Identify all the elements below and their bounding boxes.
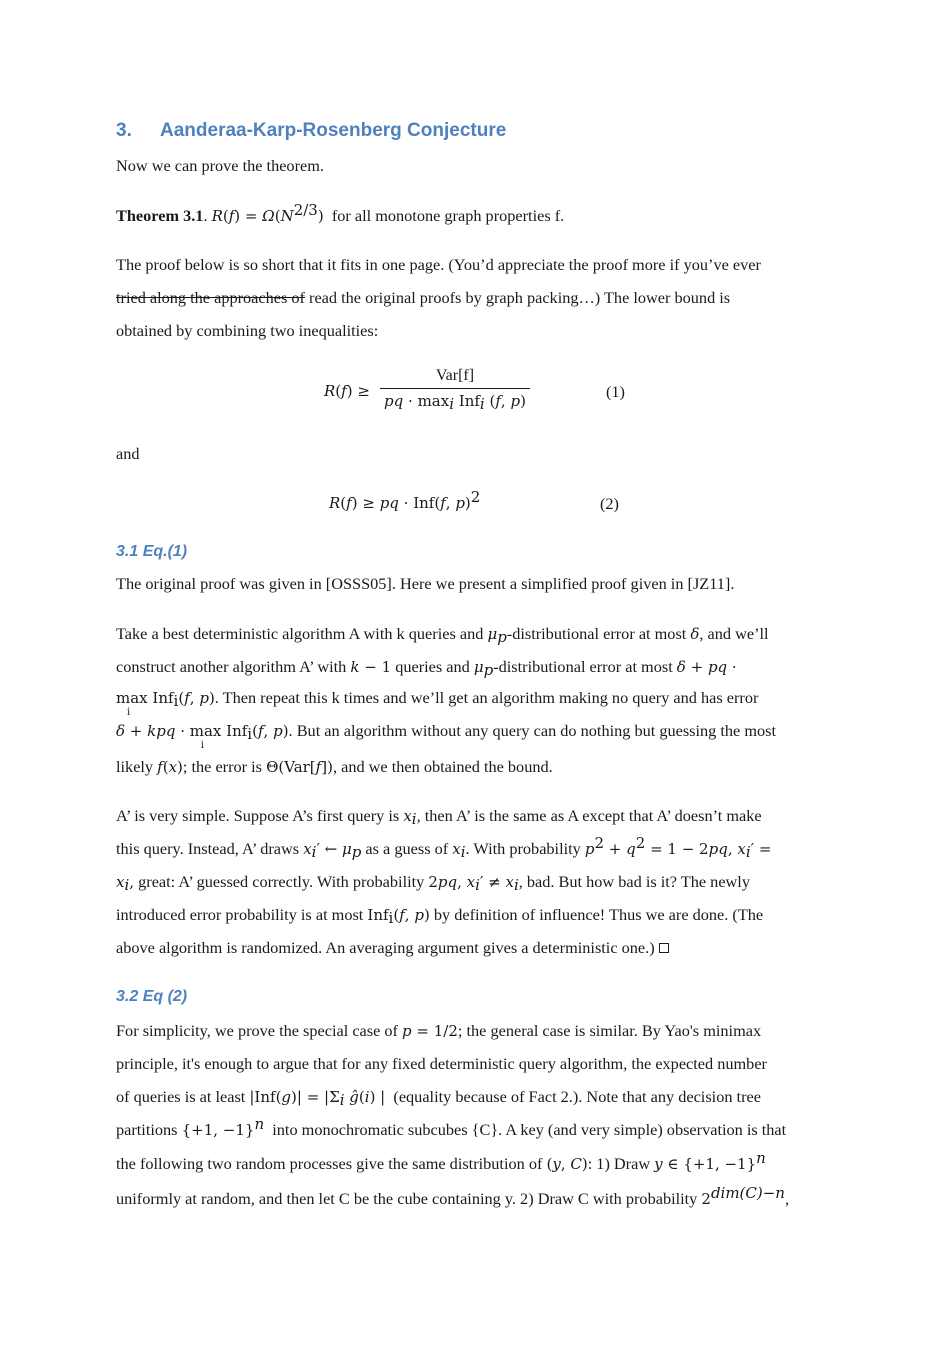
p32-line5: the following two random processes give the same distribution of (y, C): 1) Draw y ∈ {+1, −1}$^n$ — [116, 1149, 766, 1173]
p31c-line5: above algorithm is randomized. An averaging argument gives a deterministic one.) — [116, 938, 669, 958]
p31b-line3: max i Inf$_i$(f, p). Then repeat this k times and we’ll get an algorithm making no query and has error — [116, 688, 759, 718]
theorem-3-1: Theorem 3.1. $R(f) = \Omega(N^{2/3})$ for all monotone graph properties f. — [116, 201, 565, 225]
para1-line1: The proof below is so short that it fits in one page. (You’d appreciate the proof more if you’ve ever — [116, 255, 761, 274]
theorem-label: Theorem 3.1 — [116, 206, 204, 225]
para1-line3: obtained by combining two inequalities: — [116, 321, 379, 340]
p31b-line1: Take a best deterministic algorithm A with k queries and $\mu_p$-distributional error at most δ, and we’ll — [116, 624, 769, 646]
p32-line6: uniformly at random, and then let C be the cube containing y. 2) Draw C with probability $2^{dim(C)-n}$, — [116, 1184, 790, 1208]
p31-intro: The original proof was given in [OSSS05]. Here we present a simplified proof given in [JZ11]. — [116, 574, 735, 593]
struck-text: tried along the approaches of — [116, 288, 305, 307]
p32-line3: of queries is at least $|Inf(g)| = |\Sigma_i$ ĝ(i) | (equality because of Fact 2.). Note that any decision tree — [116, 1087, 761, 1109]
section-heading-3 — [116, 120, 506, 142]
p31c-line1: A’ is very simple. Suppose A’s first query is $x_i$, then A’ is the same as A except that A’ doesn’t make — [116, 806, 762, 828]
p31b-line2: construct another algorithm A’ with k − 1 queries and $\mu_p$-distributional error at most δ + pq · — [116, 657, 737, 679]
p31c-line3: $x_i$, great: A’ guessed correctly. With probability 2pq, $x_i' \ne x_i$, bad. But how bad is it? The newly — [116, 872, 750, 894]
p31b-line4: δ + kpq · max i Inf$_i$(f, p). But an algorithm without any query can do nothing but guessing the most — [116, 721, 777, 751]
eq2-label: (2) — [600, 494, 619, 513]
eq1-numerator: Var[f] — [435, 367, 475, 384]
and-text: and — [116, 444, 140, 463]
eq1-label: (1) — [606, 382, 625, 401]
para1-line2: tried along the approaches of read the original proofs by graph packing…) The lower bound is — [116, 288, 731, 307]
section-title: Aanderaa-Karp-Rosenberg Conjecture — [160, 120, 507, 141]
p32-line1: For simplicity, we prove the special case of p = 1/2; the general case is similar. By Yao's minimax — [116, 1021, 762, 1040]
p32-line2: principle, it's enough to argue that for any fixed deterministic query algorithm, the expected number — [116, 1054, 767, 1073]
section-number: 3. — [116, 120, 132, 141]
p31c-line4: introduced error probability is at most Inf$_i$(f, p) by definition of influence! Thus we are done. (The — [116, 905, 764, 927]
p31b-line5: likely f(x); the error is Θ(Var[f]), and we then obtained the bound. — [116, 757, 553, 776]
theorem-statement: for all monotone graph properties f. — [331, 206, 565, 225]
subsection-3-1: 3.1 Eq.(1) — [116, 543, 188, 560]
subsection-3-2: 3.2 Eq (2) — [116, 988, 188, 1005]
p31c-line2: this query. Instead, A’ draws $x_i'$ ← $\mu_p$ as a guess of $x_i$. With probability $p^2 + q^2 = 1 - 2pq$, $x_i'$ = — [116, 834, 772, 861]
intro-text: Now we can prove the theorem. — [116, 156, 324, 175]
qed-square-icon — [659, 943, 669, 953]
p32-line4: partitions {+1, −1}$^n$ into monochromatic subcubes {C}. A key (and very simple) observation is that — [116, 1115, 787, 1139]
document-page: 3. Aanderaa-Karp-Rosenberg Conjecture Now we can prove the theorem. Theorem 3.1. $R(f) = \Omega(N^{2/3})$ for all monotone graph properties f. The proof below is so short that it fits in one page. (You’d appreciate the proof more if you’ve ever tried along the approaches of read the original proofs by graph packing…) The lower bound is obtained by combining two inequalities: R(f) ≥ Var[f] pq · $\max_i Inf_i$ (f, p) (1) and R(f) ≥ pq · Inf(f, p)$^2$ (2) 3.1 Eq.(1) The original proof was given in [OSSS05]. Here we present a simplified proof given in [JZ11]. Take a best deterministic algorithm A with k queries and $\mu_p$-distributional error at most δ, and we’ll construct another algorithm A’ with k − 1 queries and $\mu_p$-distributional error at most δ + pq · max i Inf$_i$(f, p). Then repeat this k times and we’ll get an algorithm making no query and has error δ + kpq · max i Inf$_i$(f, p). But an algorithm without any query can do nothing but guessing the most likely f(x); the error is Θ(Var[f]), and we then obtained the bound. A’ is very simple. Suppose A’s first query is $x_i$, then A’ is the same as A except that A’ doesn’t make this query. Instead, A’ draws $x_i'$ ← $\mu_p$ as a guess of $x_i$. With probability $p^2 + q^2 = 1 - 2pq$, $x_i'$ = $x_i$, great: A’ guessed correctly. With probability 2pq, $x_i' \ne x_i$, bad. But how bad is it? The newly introduced error probability is at most Inf$_i$(f, p) by definition of influence! Thus we are done. (The above algorithm is randomized. An averaging argument gives a deterministic one.) 3.2 Eq (2) For simplicity, we prove the special case of p = 1/2; the general case is similar. By Yao's minimax principle, it's enough to argue that for any fixed deterministic query algorithm, the expected number of queries is at least $|Inf(g)| = |\Sigma_i$ ĝ(i) | (equality because of Fact 2.). Note that any decision tree partitions {+1, −1}$^n$ into monochromatic subcubes {C}. A key (and very simple) observation is that the following two random processes give the same distribution of (y, C): 1) Draw y ∈ {+1, −1}$^n$ uniformly at random, and then let C be the cube containing y. 2) Draw C with probability $2^{dim(C)-n}$, — [116, 120, 790, 1208]
